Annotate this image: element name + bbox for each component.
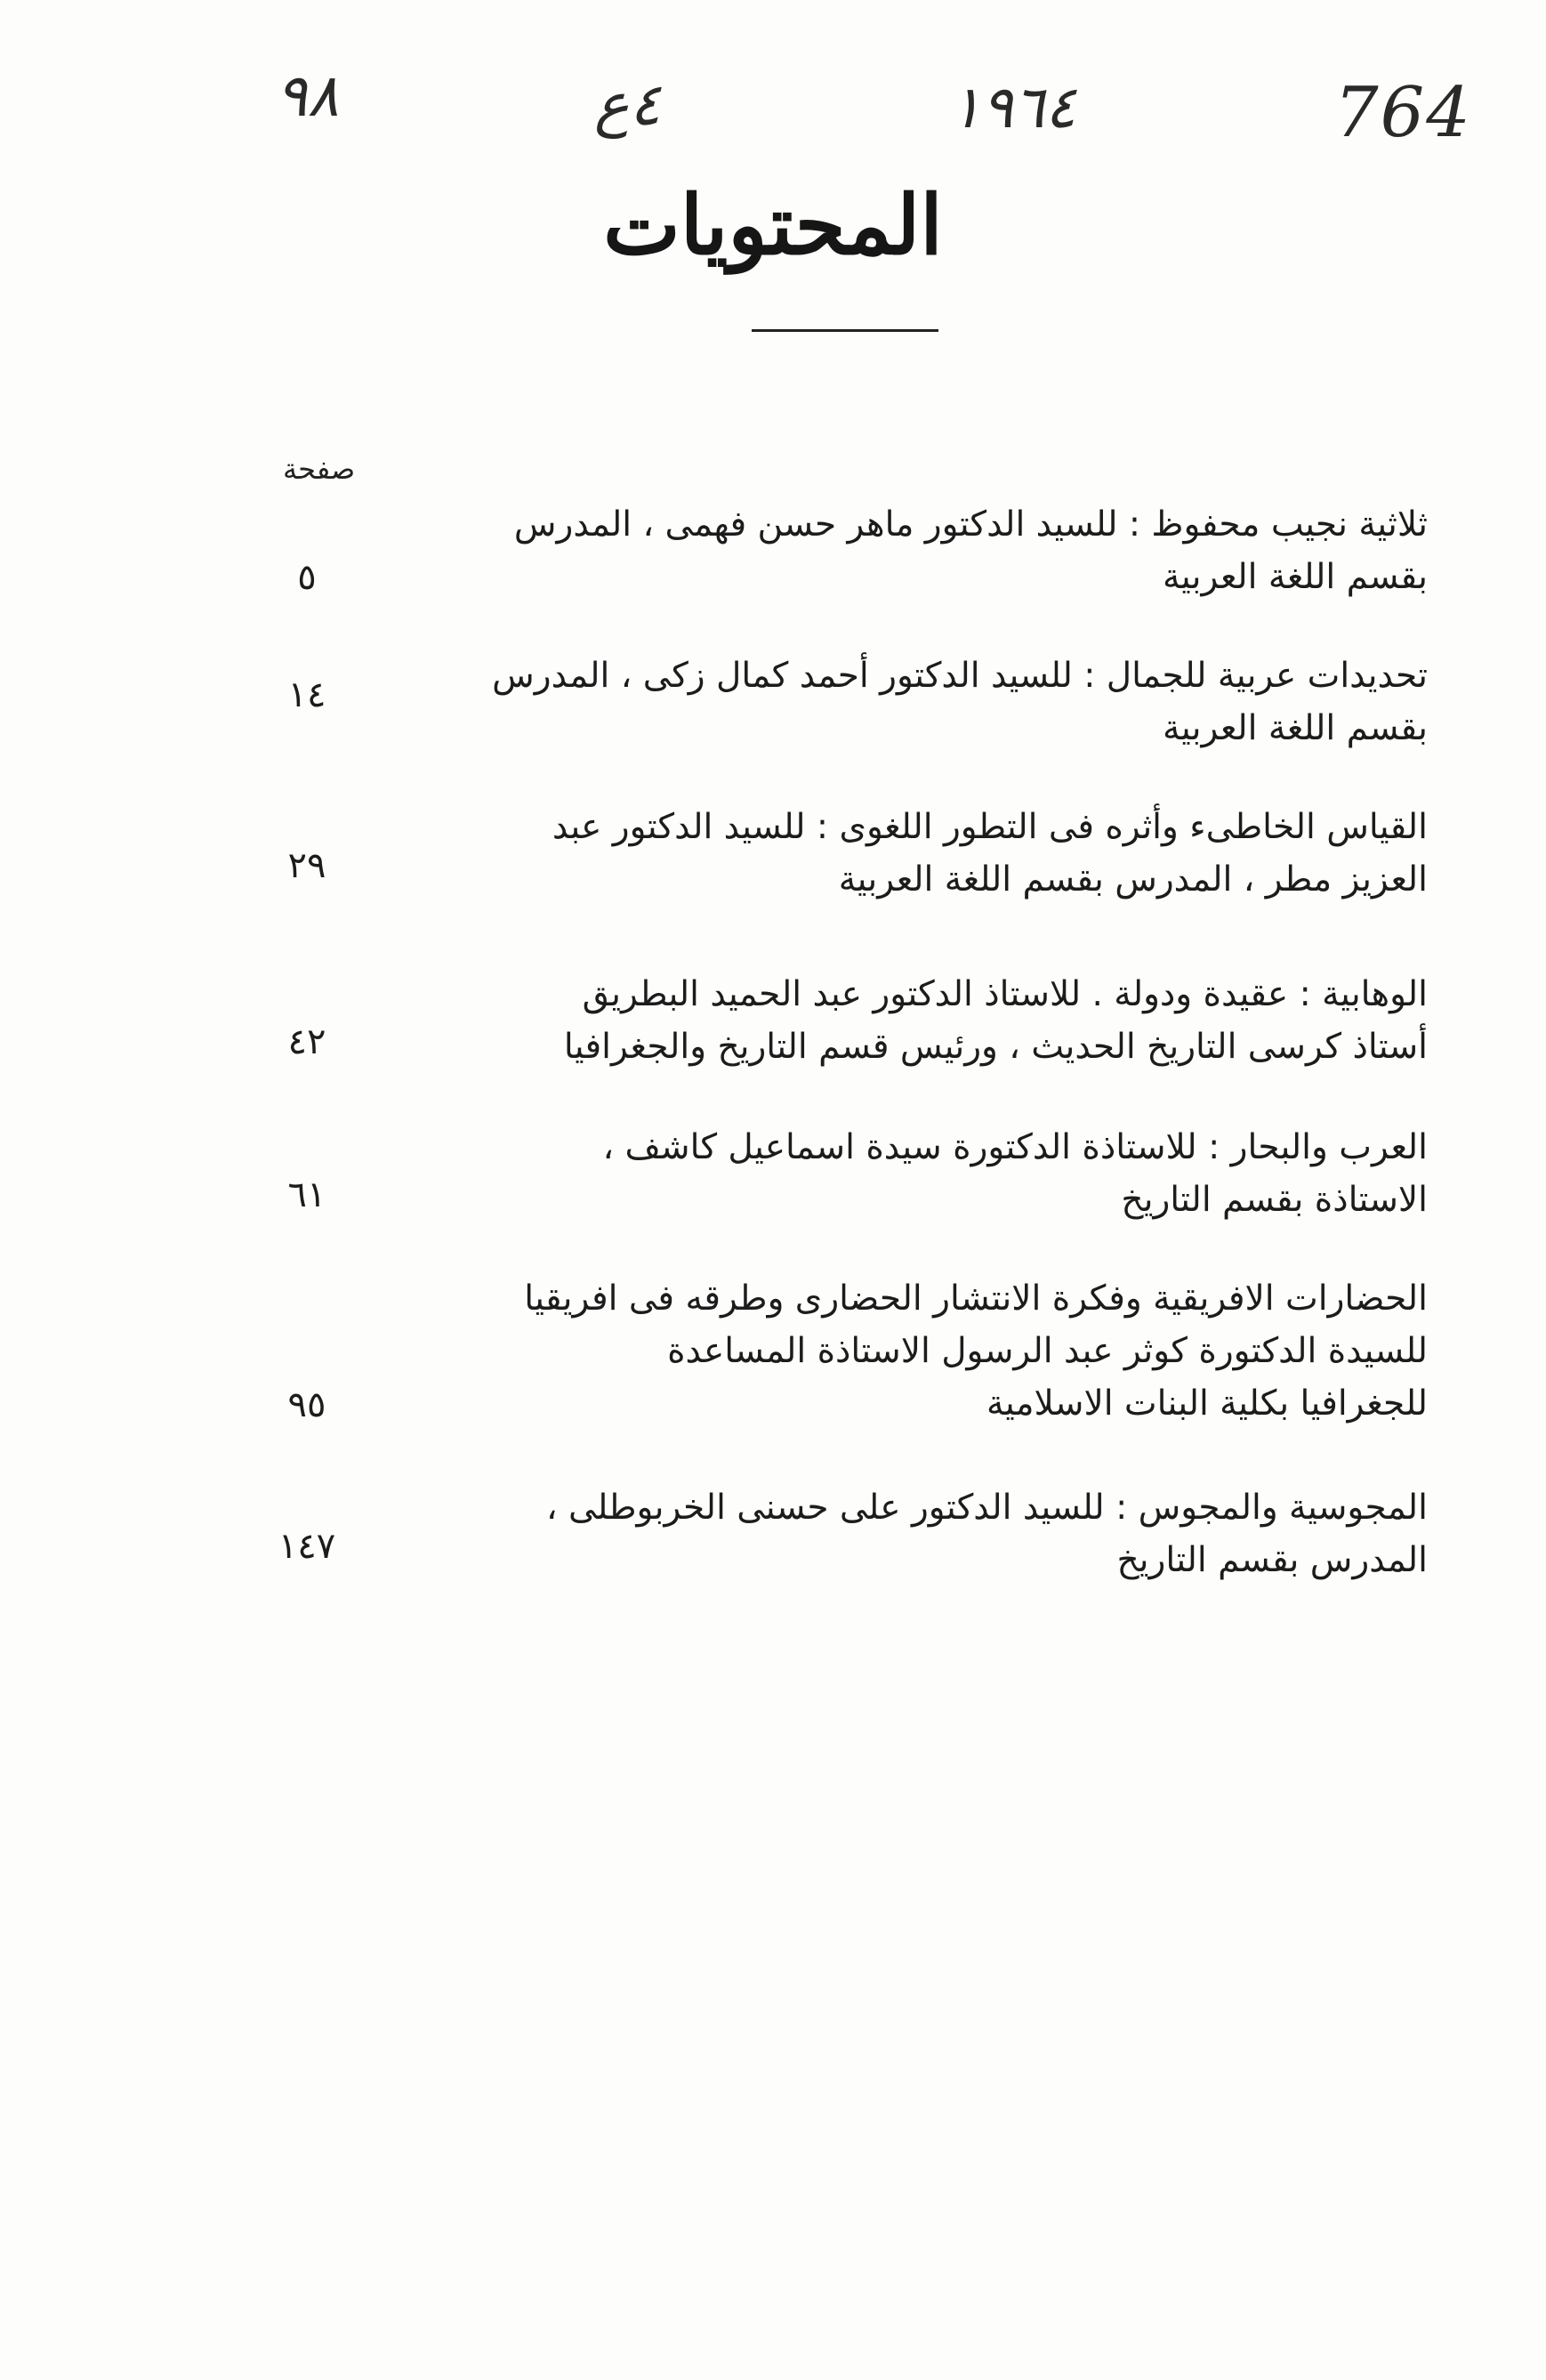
toc-entry-page: ٦١ [287,1174,326,1215]
toc-entry-text [387,649,1428,754]
toc-entry-page: ٤٢ [287,1021,326,1062]
page-title: المحتويات [603,177,943,273]
toc-entry-line: الحضارات الافريقية وفكرة الانتشار الحضارى وطرقه فى افريقيا [524,1279,1428,1319]
toc-entry-line: العزيز مطر ، المدرس بقسم اللغة العربية [838,859,1428,900]
handwritten-mark-1: ٩٨ [276,61,339,130]
toc-entry-line: المجوسية والمجوس : للسيد الدكتور على حسنى الخربوطلى ، [546,1488,1428,1528]
title-divider [752,329,938,332]
toc-entry-text [387,1272,1428,1430]
toc-entry-line: المدرس بقسم التاريخ [1116,1540,1428,1580]
toc-entry-page: ١٤ [287,674,326,715]
toc-entry-line: للجغرافيا بكلية البنات الاسلامية [986,1384,1428,1424]
toc-entry-text [387,498,1428,603]
handwritten-mark-2: ٤ع [594,70,661,139]
toc-entry-line: الوهابية : عقيدة ودولة . للاستاذ الدكتور عبد الحميد البطريق [582,974,1428,1014]
toc-entry-text [387,801,1428,906]
toc-entry-line: بقسم اللغة العربية [1162,557,1428,597]
toc-entry-text [387,968,1428,1073]
toc-entry-page: ٢٩ [287,845,326,886]
toc-entry-line: ثلاثية نجيب محفوظ : للسيد الدكتور ماهر حسن فهمى ، المدرس [513,504,1428,545]
toc-entry-page: ٩٥ [287,1384,326,1425]
toc-entry-text [387,1121,1428,1226]
toc-entry-line: أستاذ كرسى التاريخ الحديث ، ورئيس قسم التاريخ والجغرافيا [563,1027,1428,1067]
toc-entry-line: القياس الخاطىء وأثره فى التطور اللغوى : للسيد الدكتور عبد [552,807,1428,847]
toc-entry-line: للسيدة الدكتورة كوثر عبد الرسول الاستاذة المساعدة [667,1331,1428,1371]
handwritten-number: 764 [1334,73,1472,153]
toc-entry-page: ٥ [297,557,317,598]
toc-entry-page: ١٤٧ [278,1526,336,1567]
handwritten-year: ١٩٦٤ [950,73,1076,141]
toc-entry-line: بقسم اللغة العربية [1162,708,1428,748]
toc-entry-line: العرب والبحار : للاستاذة الدكتورة سيدة اسماعيل كاشف ، [602,1127,1428,1167]
page-column-label: صفحة [283,452,356,486]
table-of-contents [254,498,1428,1655]
toc-entry-line: تحديدات عربية للجمال : للسيد الدكتور أحمد كمال زكى ، المدرس [492,656,1428,696]
toc-entry-text [387,1481,1428,1586]
toc-entry-line: الاستاذة بقسم التاريخ [1121,1180,1428,1220]
